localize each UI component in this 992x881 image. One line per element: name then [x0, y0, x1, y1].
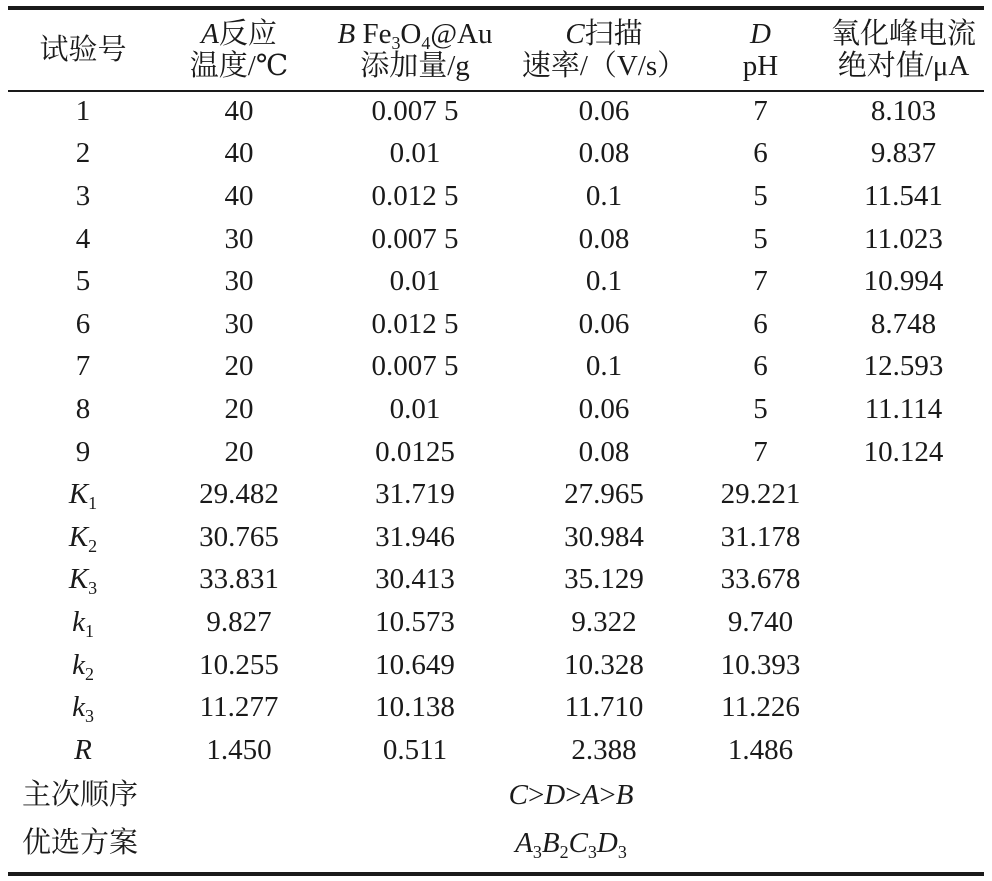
stat-row: $k_1$ 9.827 10.573 9.322 9.740 [72, 605, 794, 641]
optimal-scheme-value: $A_3B_2C_3D_3$ [515, 827, 627, 862]
table-row: 8 20 0.01 0.06 5 11.114 [75, 392, 943, 425]
header-factor-a: A反应 温度/℃ [189, 17, 289, 82]
optimal-scheme-row [8, 820, 984, 868]
table-row: 9 20 0.0125 0.08 7 10.124 [75, 435, 944, 468]
factor-order-label: 主次顺序 [22, 779, 139, 811]
factor-order-row [8, 772, 984, 820]
table-bottom-rule [8, 872, 984, 876]
header-row [8, 10, 984, 90]
table-row: 3 40 0.012 5 0.1 5 11.541 [75, 179, 943, 212]
optimal-scheme-label: 优选方案 [22, 827, 139, 859]
table-row: 1 40 0.007 5 0.06 7 8.103 [75, 94, 937, 127]
stat-row: $K_2$ 30.765 31.946 30.984 31.178 [68, 520, 801, 556]
header-trial-no: 试验号 [39, 33, 127, 66]
header-oxidation-peak-current: 氧化峰电流 绝对值/μA [830, 17, 976, 82]
factor-order-value: C>D>A>B [508, 779, 634, 811]
header-factor-d: D pH [742, 17, 779, 82]
header-factor-b: B $Fe_3O_4@Au$ 添加量/g [337, 17, 493, 82]
stat-row: $K_1$ 29.482 31.719 27.965 29.221 [68, 478, 801, 513]
header-factor-c: C扫描 速率/（V/s） [521, 17, 687, 82]
table-row: 6 30 0.012 5 0.06 6 8.748 [75, 307, 937, 340]
table-row: 5 30 0.01 0.1 7 10.994 [75, 265, 944, 298]
stat-row: $K_3$ 33.831 30.413 35.129 33.678 [68, 563, 801, 599]
table-row: 4 30 0.007 5 0.08 5 11.023 [75, 222, 943, 255]
stat-row: $k_2$ 10.255 10.649 10.328 10.393 [72, 648, 801, 684]
table-row: 7 20 0.007 5 0.1 6 12.593 [75, 350, 944, 383]
stat-row: R 1.450 0.511 2.388 1.486 [74, 733, 794, 766]
table-row: 2 40 0.01 0.08 6 9.837 [75, 137, 937, 170]
stat-row: $k_3$ 11.277 10.138 11.710 11.226 [72, 691, 800, 726]
results-table [8, 10, 984, 868]
